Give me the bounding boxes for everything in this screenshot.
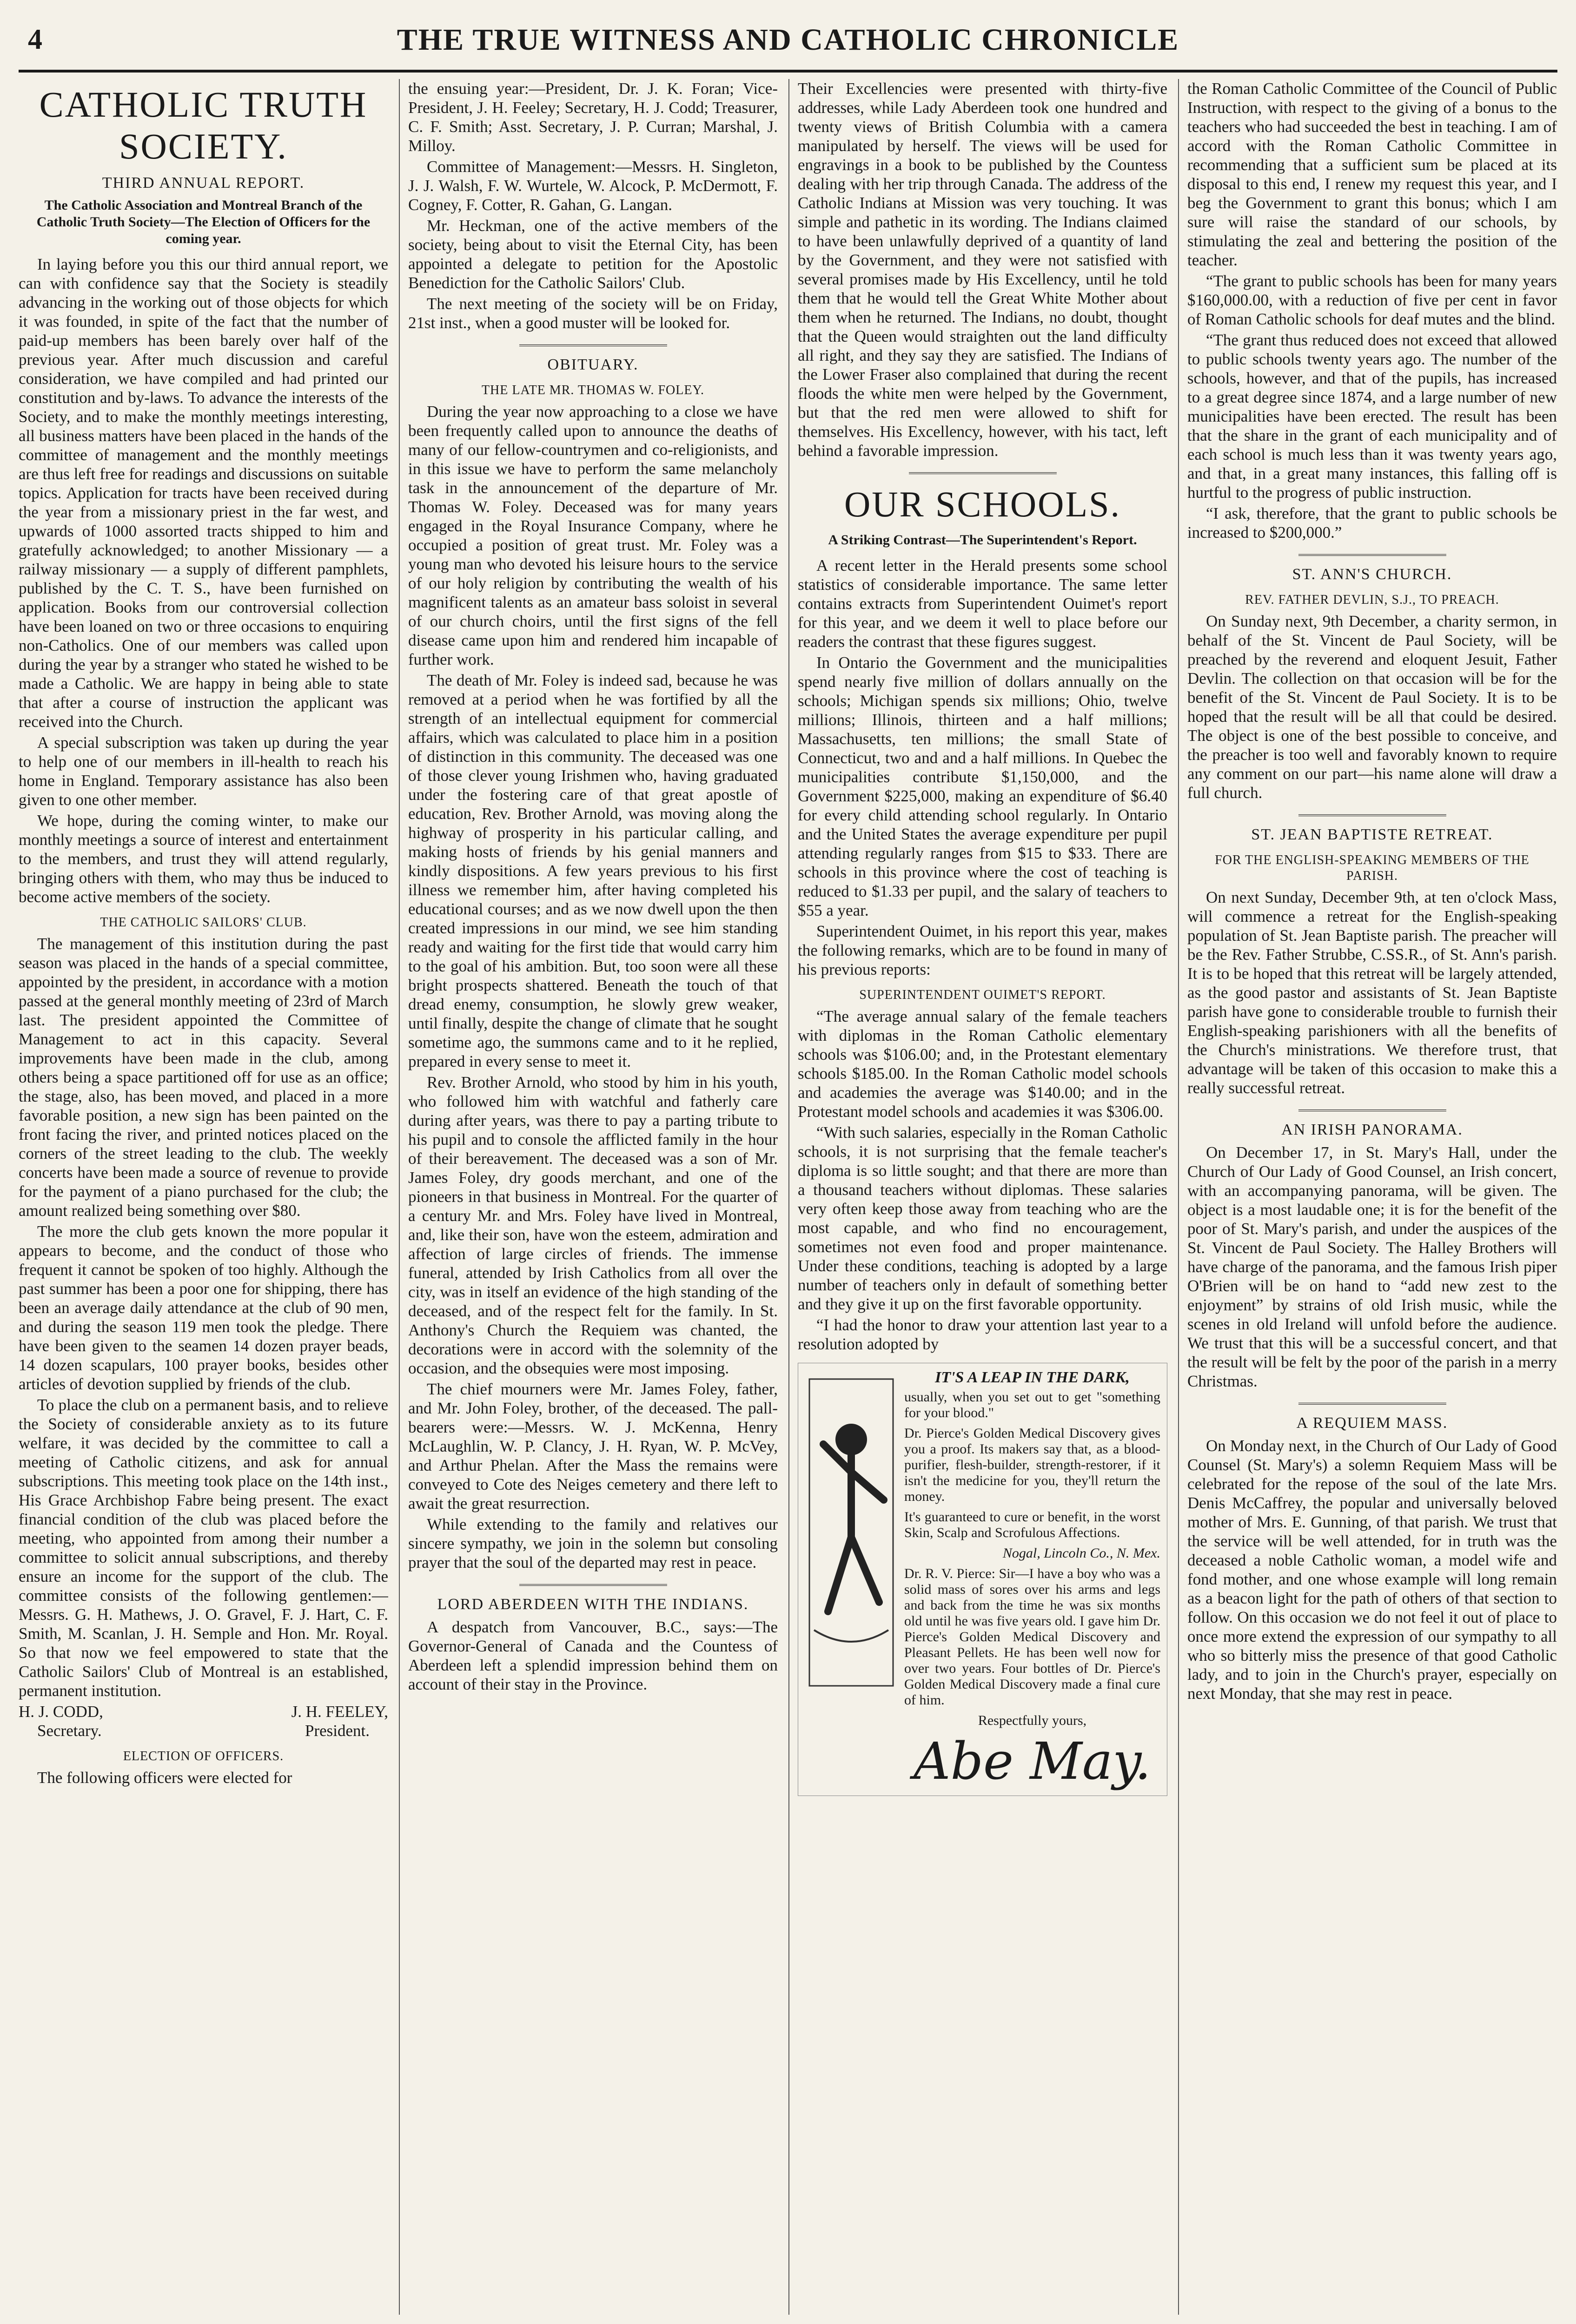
paragraph: “The grant to public schools has been for many years $160,000.00, with a reduction of five per cent in favor of Roman Catholic schools for deaf mutes and the blind. — [1187, 272, 1557, 328]
signatures — [19, 1702, 388, 1721]
newspaper-page — [19, 19, 1557, 2324]
paragraph: Their Excellencies were presented with thirty-five addresses, while Lady Aberdeen took one hundred and twenty views of British Columbia with a camera manipulated by herself. The views will be used for engravings in a book to be published by the Countess dealing with her trip through Canada. The address of the Catholic Indians at Mission was very touching. It was simple and pathetic in its wording. The Indians claimed to have been unlawfully deprived of a quantity of land by the Government, and they were not satisfied with several promises made by His Excellency, until he told them that he would tell the Great White Mother about them when he returned. The Indians, no doubt, thought that the Queen would straighten out the land difficulty all right, and they say they are satisfied. The Indians of the Lower Fraser also complained that during the recent floods the white men were helped by the Government, but that the red men were allowed to shift for themselves. His Excellency, however, with his tact, left behind a favorable impression. — [798, 79, 1167, 460]
paragraph: On Monday next, in the Church of Our Lady of Good Counsel (St. Mary's) a solemn Requiem Mass will be celebrated for the repose of the soul of the late Mrs. Denis McCaffrey, the popular and universally beloved mother of Mrs. E. Gunning, of that parish. We trust that the service will be well attended, for in truth was the deceased a noble Catholic woman, a model wife and fond mother, and one whose example will long remain as a beacon light for the path of others of that section to follow. On this occasion we do not feel it out of place to once more extend the expression of our sympathy to all who so bitterly miss the presence of that good Catholic lady, and to join in the Church's prayer, especially on next Monday, that she may rest in peace. — [1187, 1437, 1557, 1703]
paragraph: On next Sunday, December 9th, at ten o'clock Mass, will commence a retreat for the English-speaking population of St. Jean Baptiste parish. The preacher will be the Rev. Father Strubbe, C.SS.R., of St. Ann's parish. It is to be hoped that this retreat will be largely attended, as the good pastor and assistants of St. Jean Baptiste parish have gone to considerable trouble to furnish their English-speaking parishioners with all the benefits of the Church's ministrations. We therefore trust, that advantage will be taken of this occasion to make this a really successful retreat. — [1187, 888, 1557, 1097]
paragraph: Rev. Brother Arnold, who stood by him in his youth, who followed him with watchful and fatherly care during after years, was there to pay a parting tribute to his pupil and to console the afflicted family in the hour of their bereavement. The deceased was a son of Mr. James Foley, dry goods merchant, and one of the pioneers in that business in Montreal. For the quarter of a century Mr. and Mrs. Foley have lived in Montreal, and, like their son, have won the esteem, admiration and affection of large circles of friends. The immense funeral, attended by Irish Catholics from all over the city, was in itself an evidence of the high standing of the deceased, and of the respect felt for the family. In St. Anthony's Church the Requiem was chanted, the decorations were in accord with the solemnity of the occasion, and the obsequies were most imposing. — [408, 1073, 778, 1377]
article-deck: A Striking Contrast—The Superintendent's Report. — [828, 532, 1137, 548]
column-1 — [19, 79, 388, 2315]
article-title-obituary: OBITUARY. — [547, 356, 639, 373]
masthead-title: THE TRUE WITNESS AND CATHOLIC CHRONICLE — [397, 23, 1179, 57]
paragraph: Committee of Management:—Messrs. H. Singleton, J. J. Walsh, F. W. Wurtele, W. Alcock, P. McDermott, F. Cogney, F. Cotter, R. Gahan, G. Langan. — [408, 158, 778, 214]
article-deck: The Catholic Association and Montreal Branch of the Catholic Truth Society—The Election of Officers for the coming year. — [36, 198, 371, 246]
paragraph: “With such salaries, especially in the Roman Catholic schools, it is not surprising that the female teacher's diploma is so little sought; and that there are more than a thousand teachers without diplomas. These salaries very often keep those away from teaching who are the most capable, and who find no encouragement, sometimes not even food and proper maintenance. Under these conditions, teaching is adopted by a large number of teachers only in default of something better and they give it up on the first favorable opportunity. — [798, 1123, 1167, 1313]
ad-headline: IT'S A LEAP IN THE DARK, — [935, 1369, 1130, 1386]
article-title-our-schools: OUR SCHOOLS. — [844, 484, 1121, 524]
paragraph: A recent letter in the Herald presents some school statistics of considerable importance. The same letter contains extracts from Superintendent Ouimet's report for this year, and we deem it well to place before our readers the contrast that these figures suggest. — [798, 556, 1167, 651]
paragraph: the ensuing year:—President, Dr. J. K. Foran; Vice-President, J. H. Feeley; Secretary, H. J. Codd; Treasurer, C. F. Smith; Asst. Secretary, J. P. Curran; Marshal, J. Milloy. — [408, 79, 778, 155]
section-separator — [1298, 554, 1446, 556]
column-rule — [788, 79, 789, 2315]
subhead-st-anns: REV. FATHER DEVLIN, S.J., TO PREACH. — [1245, 593, 1499, 607]
ad-line: It's guaranteed to cure or benefit, in the worst Skin, Scalp and Scrofulous Affections. — [904, 1509, 1160, 1540]
paragraph: The more the club gets known the more popular it appears to become, and the conduct of those who frequent it cannot be spoken of too highly. Although the past summer has been a poor one for shipping, there has been an average daily attendance at the club of 90 men, and during the season 119 men took the pledge. There have been given to the seamen 14 dozen prayer beads, 14 dozen scapulars, 100 prayer books, besides other articles of devotion supplied by friends of the club. — [19, 1222, 388, 1393]
paragraph: “I had the honor to draw your attention last year to a resolution adopted by — [798, 1316, 1167, 1353]
paragraph: To place the club on a permanent basis, and to relieve the Society of considerable anxiety as to its future welfare, it was decided by the committee to call a meeting of Catholic citizens, and ask for annual subscriptions. This meeting took place on the 14th inst., His Grace Archbishop Fabre being present. The exact financial condition of the club was placed before the meeting, who appointed from among their number a committee to solicit annual subscriptions, and thereby ensure an income for the support of the club. The committee consists of the following gentlemen:— Messrs. G. H. Mathews, J. O. Gravel, F. J. Hart, C. F. Smith, M. Scanlan, J. H. Semple and Hon. Mr. Royal. So that now we feel empowered to state that the Catholic Sailors' Club of Montreal is an established, permanent institution. — [19, 1396, 388, 1700]
paragraph: A special subscription was taken up during the year to help one of our members in ill-health to reach his home in England. Temporary assistance has also been given to one other member. — [19, 733, 388, 809]
ad-line: Nogal, Lincoln Co., N. Mex. — [1002, 1545, 1160, 1561]
signature-secretary-title: Secretary. — [37, 1722, 102, 1740]
masthead — [19, 19, 1557, 73]
signature-titles — [19, 1721, 388, 1740]
paragraph: We hope, during the coming winter, to make our monthly meetings a source of interest and entertainment to the members, and trust they will attend regularly, bringing others with them, who may thus be induced to become active members of the society. — [19, 812, 388, 906]
article-title-aberdeen: LORD ABERDEEN WITH THE INDIANS. — [437, 1596, 749, 1613]
article-title-st-jean: ST. JEAN BAPTISTE RETREAT. — [1251, 826, 1493, 843]
leaping-figure-icon — [805, 1370, 898, 1695]
section-separator — [1298, 1403, 1446, 1405]
leaping-figure-illustration — [805, 1370, 898, 1695]
page-number: 4 — [28, 24, 42, 55]
subhead-obituary: THE LATE MR. THOMAS W. FOLEY. — [481, 383, 705, 397]
signature-president-title: President. — [305, 1722, 370, 1740]
article-title-irish-panorama: AN IRISH PANORAMA. — [1281, 1121, 1463, 1138]
section-separator — [909, 472, 1057, 474]
subhead-election: ELECTION OF OFFICERS. — [123, 1749, 284, 1763]
ad-body — [904, 1370, 1160, 1789]
article-title-requiem: A REQUIEM MASS. — [1296, 1414, 1448, 1432]
column-rule — [399, 79, 400, 2315]
paragraph: the Roman Catholic Committee of the Council of Public Instruction, with respect to the giving of a bonus to the teachers who had succeeded the best in teaching. I am of accord with the Roman Catholic Committee in recommending that a sufficient sum be placed at its disposal to this end, I renew my request this year, and I beg the Government to grant this bonus; which I am sure will raise the standard of our schools, by stimulating the zeal and bettering the position of the teacher. — [1187, 79, 1557, 269]
paragraph: Superintendent Ouimet, in his report this year, makes the following remarks, which are to be found in many of his previous reports: — [798, 922, 1167, 978]
signature-secretary-name: H. J. CODD, — [19, 1703, 103, 1721]
paragraph: In Ontario the Government and the municipalities spend nearly five million of dollars annually on the schools; Michigan spends six millions; Ohio, twelve millions; Illinois, thirteen and a half millions; Massachusetts, ten millions; the small State of Connecticut, two and and a half millions. In Quebec the municipalities contribute $1,150,000, and the Government $225,000, making an expenditure of $6.40 for every child attending school regularly. In Ontario and the United States the average expenditure per pupil attending regularly ranges from $15 to $33. There are schools in this province where the cost of teaching is reduced to $1.33 per pupil, and the salary of teachers to $55 a year. — [798, 654, 1167, 919]
advertisement — [798, 1363, 1167, 1796]
paragraph: While extending to the family and relatives our sincere sympathy, we join in the solemn but consoling prayer that the soul of the departed may rest in peace. — [408, 1515, 778, 1571]
ad-line: Dr. R. V. Pierce: Sir—I have a boy who was a solid mass of sores over his arms and legs and back from the time he was six months old until he was five years old. I gave him Dr. Pierce's Golden Medical Discovery and Pleasant Pellets. He has been well now for over two years. Four bottles of Dr. Pierce's Golden Medical Discovery made a final cure of him. — [904, 1566, 1160, 1708]
paragraph: The management of this institution during the past season was placed in the hands of a special committee, appointed by the president, in accordance with a motion passed at the general monthly meeting of 23rd of March last. The president appointed the Committee of Management to act in this capacity. Several improvements have been made in the club, among others being a space partitioned off for use as an office; the stage, also, has been moved, and placed in a more favorable position, a new sign has been painted on the front facing the river, and printed notices placed on the corners of the street leading to the club. The weekly concerts have been made a source of revenue to provide for the payment of a piano purchased for the club; the amount realized being something over $80. — [19, 935, 388, 1220]
article-title-st-anns: ST. ANN'S CHURCH. — [1292, 566, 1452, 583]
paragraph: The next meeting of the society will be on Friday, 21st inst., when a good muster will be looked for. — [408, 295, 778, 332]
paragraph: The death of Mr. Foley is indeed sad, because he was removed at a period when he was fortified by all the strength of an intellectual equipment for commercial affairs, which was calculated to place him in a position of distinction in this community. The deceased was one of those clever young Irishmen who, having graduated under the fostering care of that great apostle of education, Rev. Brother Arnold, was moving along the highway of prosperity in his particular calling, and making hosts of friends by his genial manners and kindly dispositions. A few years previous to his first illness we remember him, after having completed his educational courses; and as we now dwell upon the then created impressions in our mind, we see him standing ready and waiting for the first tide that would carry him to the goal of his ambition. But, too soon were all these bright prospects shattered. Beneath the touch of that dread enemy, consumption, he slowly grew weaker, until finally, despite the change of climate that he sought sometime ago, the summons came and to it he replied, prepared in every sense to meet it. — [408, 671, 778, 1070]
signature-president-name: J. H. FEELEY, — [291, 1703, 388, 1721]
subhead-st-jean: FOR THE ENGLISH-SPEAKING MEMBERS OF THE PARISH. — [1215, 853, 1530, 883]
ad-line: usually, when you set out to get "something for your blood." — [904, 1389, 1160, 1420]
ad-line: Dr. Pierce's Golden Medical Discovery gives you a proof. Its makers say that, as a blood-purifier, flesh-builder, strength-restorer, if it isn't the medicine for you, they'll return the money. — [904, 1426, 1160, 1504]
ad-closing: Respectfully yours, — [978, 1713, 1087, 1728]
section-separator — [1298, 814, 1446, 816]
paragraph: “I ask, therefore, that the grant to public schools be increased to $200,000.” — [1187, 504, 1557, 541]
ad-signature: Abe May. — [914, 1731, 1151, 1791]
section-separator — [1298, 1109, 1446, 1111]
paragraph: On Sunday next, 9th December, a charity sermon, in behalf of the St. Vincent de Paul Society, will be preached by the reverend and eloquent Jesuit, Father Devlin. The collection on that occasion will be for the benefit of the St. Vincent de Paul Society. It is to be hoped that the result will be all that could be desired. The object is one of the best possible to conceive, and the preacher is too well and favorably known to require any comment on our part—his name alone will draw a full church. — [1187, 612, 1557, 802]
column-2 — [408, 79, 778, 2315]
paragraph: A despatch from Vancouver, B.C., says:—The Governor-General of Canada and the Countess of Aberdeen left a splendid impression behind them on account of their stay in the Province. — [408, 1618, 778, 1693]
paragraph: During the year now approaching to a close we have been frequently called upon to announce the deaths of many of our fellow-countrymen and co-religionists, and in this issue we have to perform the same melancholy task in the announcement of the departure of Mr. Thomas W. Foley. Deceased was for many years engaged in the Royal Insurance Company, where he occupied a position of great trust. Mr. Foley was a young man who devoted his leisure hours to the service of our holy religion by contributing the wealth of his magnificent talents as an amateur bass soloist in several of our church choirs, until the first signs of the fell disease came upon him and rendered him incapable of further work. — [408, 403, 778, 668]
column-rule — [1178, 79, 1179, 2315]
article-subtitle-annual-report: THIRD ANNUAL REPORT. — [102, 174, 305, 191]
paragraph: “The average annual salary of the female teachers with diplomas in the Roman Catholic elementary schools was $106.00; and, in the Protestant elementary schools $185.00. In the Roman Catholic model schools and academies the average was $140.00; and in the Protestant model schools and academies it was $306.00. — [798, 1007, 1167, 1121]
paragraph: In laying before you this our third annual report, we can with confidence say that the Society is steadily advancing in the working out of those objects for which it was founded, in spite of the fact that the number of paid-up members has been barely over half of the previous year. After much discussion and careful consideration, we have compiled and had printed our constitution and by-laws. To advance the interests of the Society, and to make the monthly meetings interesting, all business matters have been placed in the hands of the committee of management and the monthly meetings are thus left free for readings and discussions on suitable topics. Application for tracts have been received during the year from a missionary priest in the far west, and upwards of 1000 assorted tracts shipped to him and gratefully acknowledged; to another Missionary — a railway missionary — a supply of different pamphlets, published by the C. T. S., have been furnished on application. Books from our controversial collection have been loaned on two or three occasions to enquiring non-Catholics. One of our members was called upon during the year by a stranger who stated he wished to be made a Catholic. We are happy in being able to state that after a course of instruction the applicant was received into the Church. — [19, 255, 388, 731]
subhead-sailors-club: THE CATHOLIC SAILORS' CLUB. — [100, 915, 307, 930]
paragraph: Mr. Heckman, one of the active members of the society, being about to visit the Eternal City, has been appointed a delegate to petition for the Apostolic Benediction for the Catholic Sailors' Club. — [408, 217, 778, 292]
section-separator — [519, 344, 667, 346]
paragraph: The chief mourners were Mr. James Foley, father, and Mr. John Foley, brother, of the deceased. The pall-bearers were:—Messrs. W. J. McKenna, Henry McLaughlin, W. P. Clancy, J. H. Ryan, W. P. McVey, and Arthur Phelan. After the Mass the remains were conveyed to Cote des Neiges cemetery and there left to await the great resurrection. — [408, 1380, 778, 1512]
subhead-ouimet-report: SUPERINTENDENT OUIMET'S REPORT. — [859, 988, 1106, 1002]
ad-text — [904, 1389, 1160, 1708]
section-separator — [519, 1584, 667, 1586]
column-4 — [1187, 79, 1557, 2315]
article-title-catholic-truth-society: CATHOLIC TRUTH SOCIETY. — [39, 84, 368, 166]
paragraph: The following officers were elected for — [37, 1769, 292, 1787]
paragraph: “The grant thus reduced does not exceed that allowed to public schools twenty years ago. The number of the schools, however, and that of the pupils, has increased to a great degree since 1874, and a large number of new municipalities have been erected. The result has been that the share in the grant of each municipality and of each school is much less than it was twenty years ago, and that, in a great many instances, this falling off is hurtful to the progress of public instruction. — [1187, 331, 1557, 502]
paragraph: On December 17, in St. Mary's Hall, under the Church of Our Lady of Good Counsel, an Irish concert, with an accompanying panorama, will be given. The object is a most laudable one; it is for the benefit of the poor of St. Mary's parish, and under the auspices of the St. Vincent de Paul Society. The Halley Brothers will have charge of the panorama, and the famous Irish piper O'Brien will be on hand to “add new zest to the enjoyment” by strains of old Irish music, while the scenes in old Ireland will unfold before the audience. We trust that this will be a successful concert, and that the result will be felt by the poor of the parish in a merry Christmas. — [1187, 1143, 1557, 1390]
column-3 — [798, 79, 1167, 2315]
